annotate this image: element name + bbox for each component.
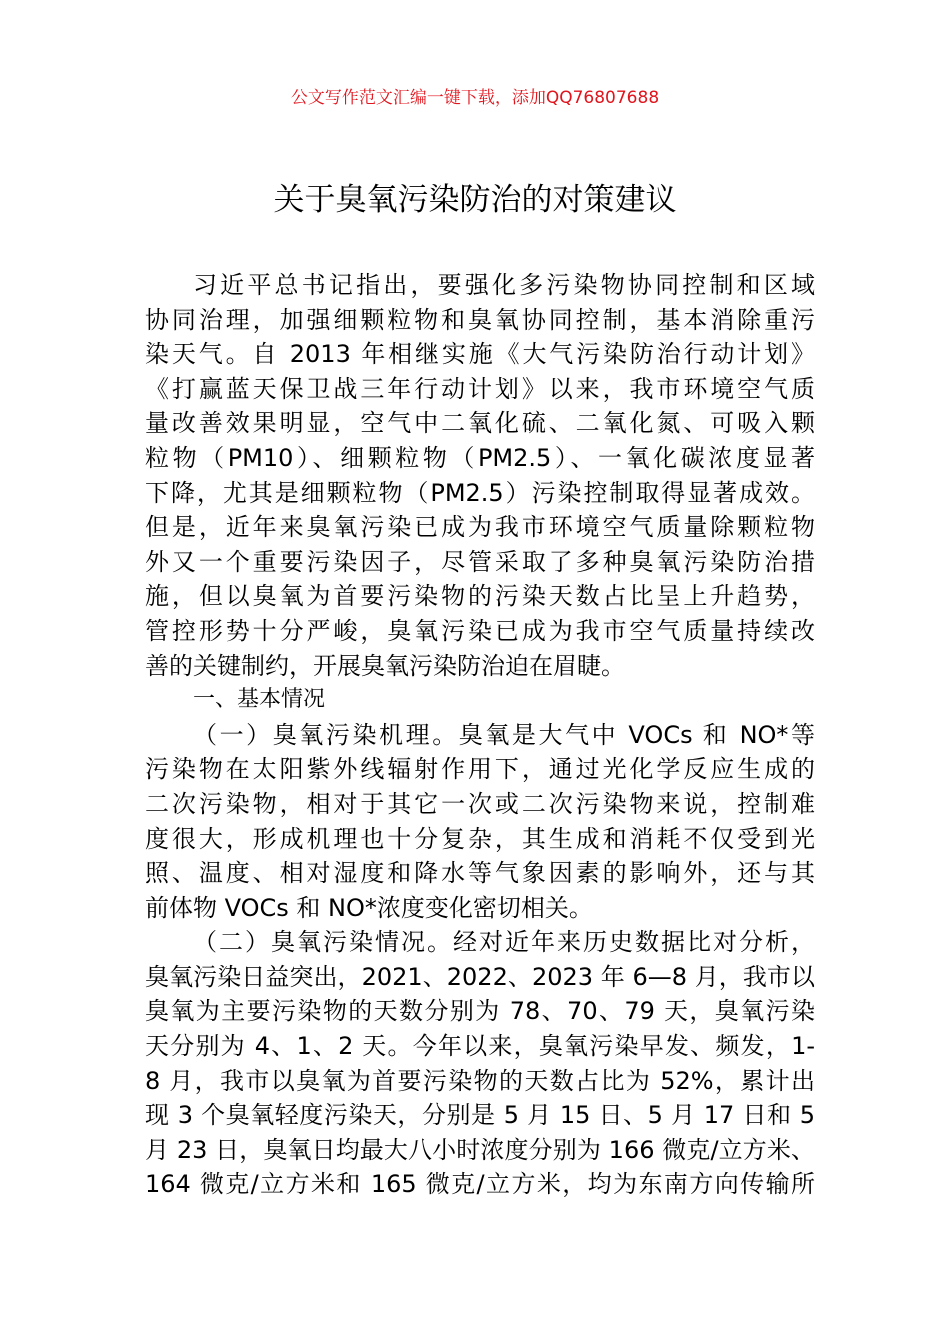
body-line: 前体物 VOCs 和 NO*浓度变化密切相关。: [145, 893, 593, 922]
body-line: 臭氧为主要污染物的天数分别为 78、70、79 天，臭氧污染: [145, 997, 815, 1026]
body-line: 管控形势十分严峻，臭氧污染已成为我市空气质量持续改: [145, 616, 815, 645]
section-heading: 一、基本情况: [193, 687, 326, 713]
body-line: 月 23 日，臭氧日均最大八小时浓度分别为 166 微克/立方米、: [145, 1135, 815, 1164]
body-line: 污染物在太阳紫外线辐射作用下，通过光化学反应生成的: [145, 755, 815, 784]
document-body: [145, 268, 815, 1202]
body-line: 现 3 个臭氧轻度污染天，分别是 5 月 15 日、5 月 17 日和 5: [145, 1101, 815, 1130]
body-line: （二）臭氧污染情况。经对近年来历史数据比对分析，: [193, 928, 815, 957]
body-line: （一）臭氧污染机理。臭氧是大气中 VOCs 和 NO*等: [193, 720, 815, 749]
document-title: 关于臭氧污染防治的对策建议: [273, 182, 677, 218]
body-line: 天分别为 4、1、2 天。今年以来，臭氧污染早发、频发，1-: [145, 1032, 815, 1061]
body-line: 染天气。自 2013 年相继实施《大气污染防治行动计划》: [145, 340, 815, 369]
body-line: 二次污染物，相对于其它一次或二次污染物来说，控制难: [145, 789, 815, 818]
body-line: 量改善效果明显，空气中二氧化硫、二氧化氮、可吸入颗: [145, 409, 815, 438]
body-line: 粒物（PM10）、细颗粒物（PM2.5）、一氧化碳浓度显著: [145, 443, 815, 472]
body-line: 度很大，形成机理也十分复杂，其生成和消耗不仅受到光: [145, 824, 815, 853]
body-line: 164 微克/立方米和 165 微克/立方米，均为东南方向传输所: [145, 1170, 815, 1199]
body-line: 外又一个重要污染因子，尽管采取了多种臭氧污染防治措: [145, 547, 815, 576]
body-line: 8 月，我市以臭氧为首要污染物的天数占比为 52%，累计出: [145, 1066, 815, 1095]
body-line: 《打赢蓝天保卫战三年行动计划》以来，我市环境空气质: [145, 374, 815, 403]
body-line: 善的关键制约，开展臭氧污染防治迫在眉睫。: [145, 651, 625, 680]
header-download-note: 公文写作范文汇编一键下载，添加QQ76807688: [290, 88, 660, 108]
body-line: 臭氧污染日益突出，2021、2022、2023 年 6—8 月，我市以: [145, 962, 815, 991]
body-line: 下降，尤其是细颗粒物（PM2.5）污染控制取得显著成效。: [145, 478, 815, 507]
body-line: 但是，近年来臭氧污染已成为我市环境空气质量除颗粒物: [145, 513, 815, 542]
body-line: 照、温度、相对湿度和降水等气象因素的影响外，还与其: [145, 859, 815, 888]
body-line: 施，但以臭氧为首要污染物的污染天数占比呈上升趋势，: [145, 582, 815, 611]
body-line: 习近平总书记指出，要强化多污染物协同控制和区域: [193, 271, 815, 299]
body-line: 协同治理，加强细颗粒物和臭氧协同控制，基本消除重污: [145, 305, 815, 334]
